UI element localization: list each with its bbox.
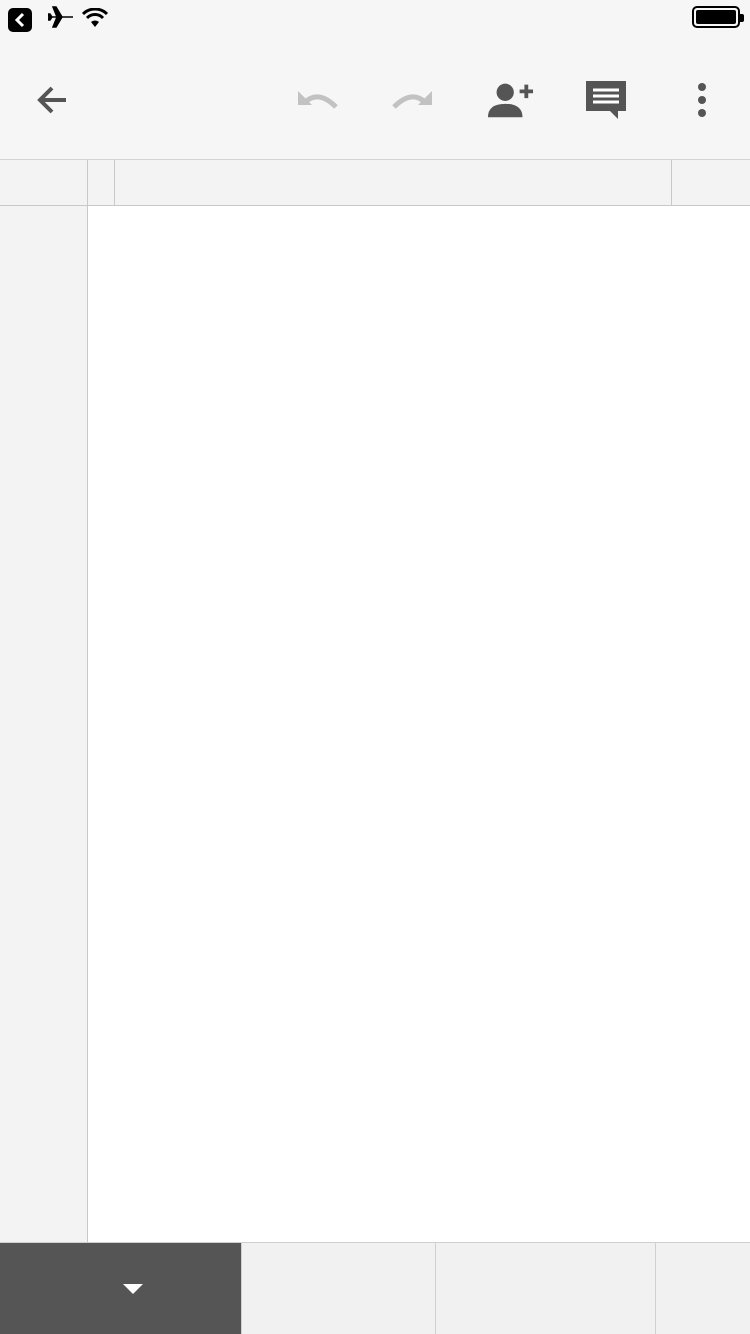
- spreadsheet-grid[interactable]: [0, 160, 750, 1242]
- back-arrow-icon[interactable]: [28, 76, 76, 124]
- comment-icon[interactable]: [582, 76, 630, 124]
- column-header-bar: [0, 160, 750, 206]
- add-person-icon[interactable]: [486, 76, 534, 124]
- battery-status: [684, 6, 740, 28]
- tab-sightseeing[interactable]: [436, 1243, 656, 1334]
- back-to-app[interactable]: [8, 6, 108, 34]
- battery-fill: [696, 10, 736, 24]
- toolbar: [0, 40, 750, 160]
- tab-sheet3[interactable]: [242, 1243, 436, 1334]
- battery-icon: [692, 6, 740, 28]
- status-bar: [0, 0, 750, 40]
- more-vert-icon[interactable]: [678, 76, 726, 124]
- row-header-column: [0, 160, 88, 1242]
- column-header-d[interactable]: [88, 160, 115, 206]
- select-all-corner[interactable]: [0, 160, 88, 206]
- back-app-icon: [8, 8, 32, 32]
- airplane-icon: [48, 5, 74, 36]
- undo-icon[interactable]: [292, 76, 340, 124]
- sheet-tabs: [0, 1242, 750, 1334]
- add-sheet-button[interactable]: [656, 1243, 750, 1334]
- redo-icon[interactable]: [390, 76, 438, 124]
- chevron-down-icon[interactable]: [123, 1284, 143, 1294]
- column-header-e[interactable]: [115, 160, 672, 206]
- tab-schedule[interactable]: [0, 1243, 242, 1334]
- wifi-icon: [82, 6, 108, 35]
